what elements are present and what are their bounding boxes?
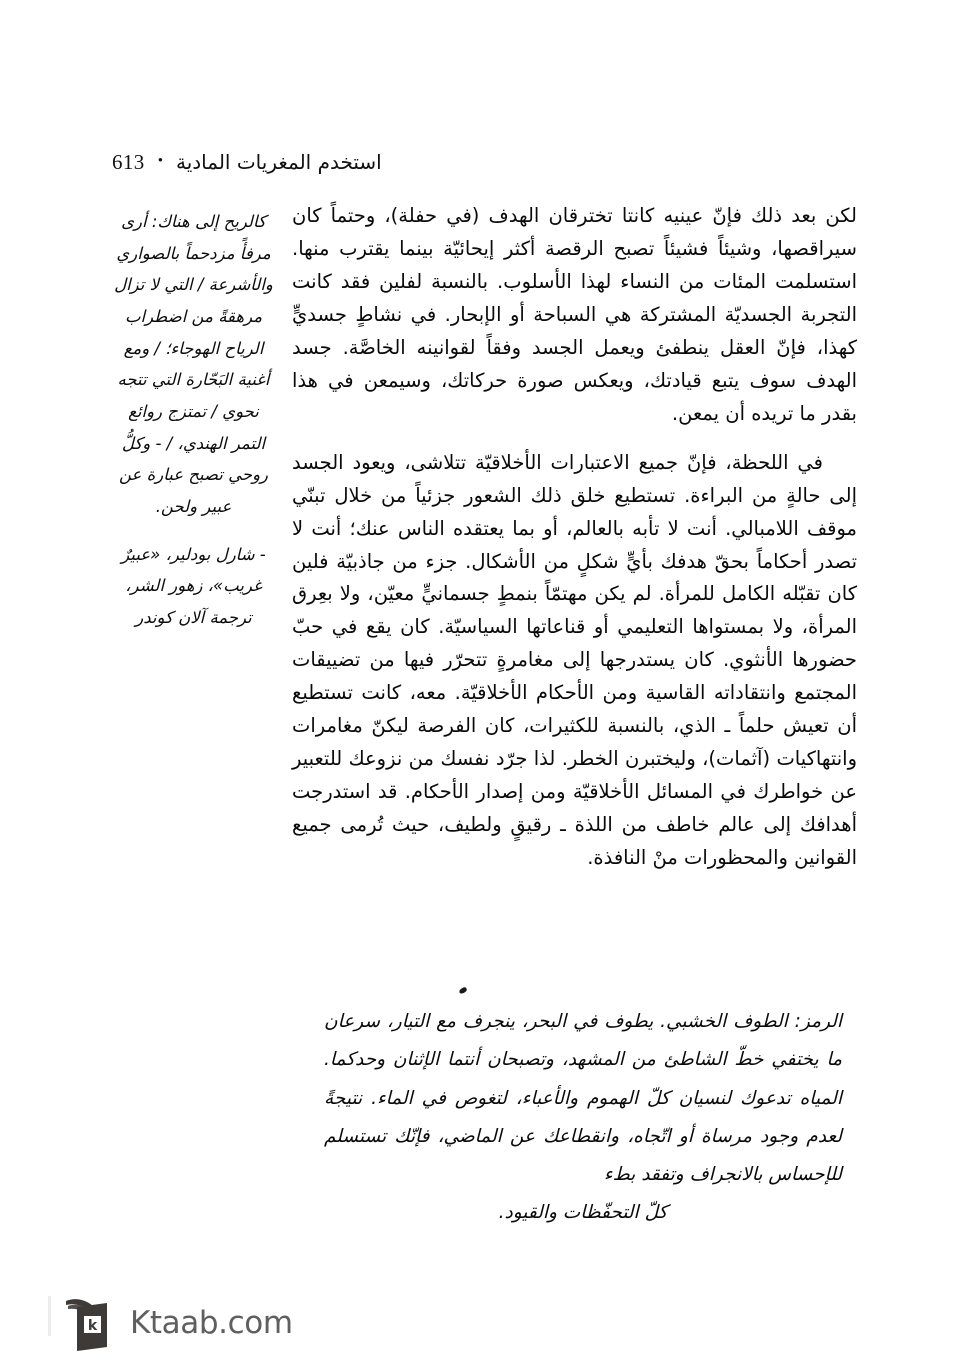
main-text-column	[292, 200, 857, 875]
header-separator-dot: •	[157, 153, 163, 169]
symbol-note-text: الرمز: الطوف الخشبي. يطوف في البحر، ينجرف مع التيار، سرعان ما يختفي خطّ الشاطئ من المشهد، وتصبحان أنتما الإثنان وحدكما. المياه تدعوك لنسيان كلّ الهموم والأعباء، لتغوص في الماء. نتيجةً لعدم وجود مرساة أو اتّجاه، وانقطاعك عن الماضي، فإنّك تستسلم للإحساس بالانجراف وتفقد بطء	[324, 1011, 842, 1186]
scan-artifact-speck	[458, 986, 467, 994]
pull-quote-verse: كالريح إلى هناك: أرى مرفأً مزدحماً بالصواري والأشرعة / التي لا تزال مرهقةً من اضطراب الرياح الهوجاء؛ / ومع أغنية البَحّارة التي تتجه نحوي / تمتزج روائع التمر الهندي، / - وكلُّ روحي تصبح عبارة عن عبير ولحن.	[114, 212, 273, 517]
body-paragraph: لكن بعد ذلك فإنّ عينيه كانتا تخترقان الهدف (في حفلة)، وحتماً كان سيراقصها، وشيئاً فشيئاً تصبح الرقصة أكثر إيحائيّة بينما يقترب منها. استسلمت المئات من النساء لهذا الأسلوب. بالنسبة لفلين فقد كانت التجربة الجسديّة المشتركة هي السباحة أو الإبحار. في نشاطٍ جسديٍّ كهذا، فإنّ العقل ينطفئ ويعمل الجسد وفقاً لقوانينه الخاصَّة. جسد الهدف سوف يتبع قيادتك، ويعكس صورة حركاتك، وسيمعن في هذا بقدر ما تريده أن يمعن.	[292, 204, 857, 425]
pull-quote-attribution: - شارل بودلير، «عبيرٌ غريب»، زهور الشر، ترجمة آلان كوندر	[121, 544, 266, 628]
body-paragraph: في اللحظة، فإنّ جميع الاعتبارات الأخلاقيّة تتلاشى، ويعود الجسد إلى حالةٍ من البراءة. تستطيع خلق ذلك الشعور جزئياً من خلال تبنّي موقف اللامبالي. أنت لا تأبه بالعالم، أو بما يعتقده الناس عنك؛ أنت لا تصدر أحكاماً بحقّ هدفك بأيٍّ شكلٍ من الأشكال. جزء من جاذبيّة فلين كان تقبّله الكامل للمرأة. لم يكن مهتمّاً بنمطٍ جسمانيٍّ معيّن، ولا بعِرق المرأة، ولا بمستواها التعليمي أو قناعاتها السياسيّة. كان يقع في حبّ حضورها الأنثوي. كان يستدرجها إلى مغامرةٍ تتحرّر فيها من تضييقات المجتمع وانتقاداته القاسية ومن الأحكام الأخلاقيّة. معه، كانت تستطيع أن تعيش حلماً ـ الذي، بالنسبة للكثيرات، كان الفرصة ليكنّ مغامرات وانتهاكيات (آثمات)، وليختبرن الخطر. لذا جرّد نفسك من نزوعك للتعبير عن خواطرك في المسائل الأخلاقيّة ومن إصدار الأحكام. قد استدرجت أهدافك إلى عالم خاطف من اللذة ـ رقيقٍ ولطيف، حيث تُرمى جميع القوانين والمحظورات منْ النافذة.	[292, 450, 857, 870]
watermark-label: Ktaab.com	[130, 1304, 293, 1341]
site-watermark	[62, 1294, 293, 1352]
symbol-note-block	[324, 1003, 842, 1233]
margin-pull-quote	[112, 206, 275, 634]
chapter-title: استخدم المغريات المادية	[175, 150, 382, 174]
symbol-note-tail: كلّ التحفّظات والقيود.	[498, 1202, 668, 1224]
running-head	[112, 150, 872, 184]
svg-text:k: k	[87, 1318, 98, 1334]
page-spine-edge	[48, 1296, 51, 1336]
book-icon	[62, 1294, 116, 1352]
page-number: 613	[112, 150, 145, 174]
